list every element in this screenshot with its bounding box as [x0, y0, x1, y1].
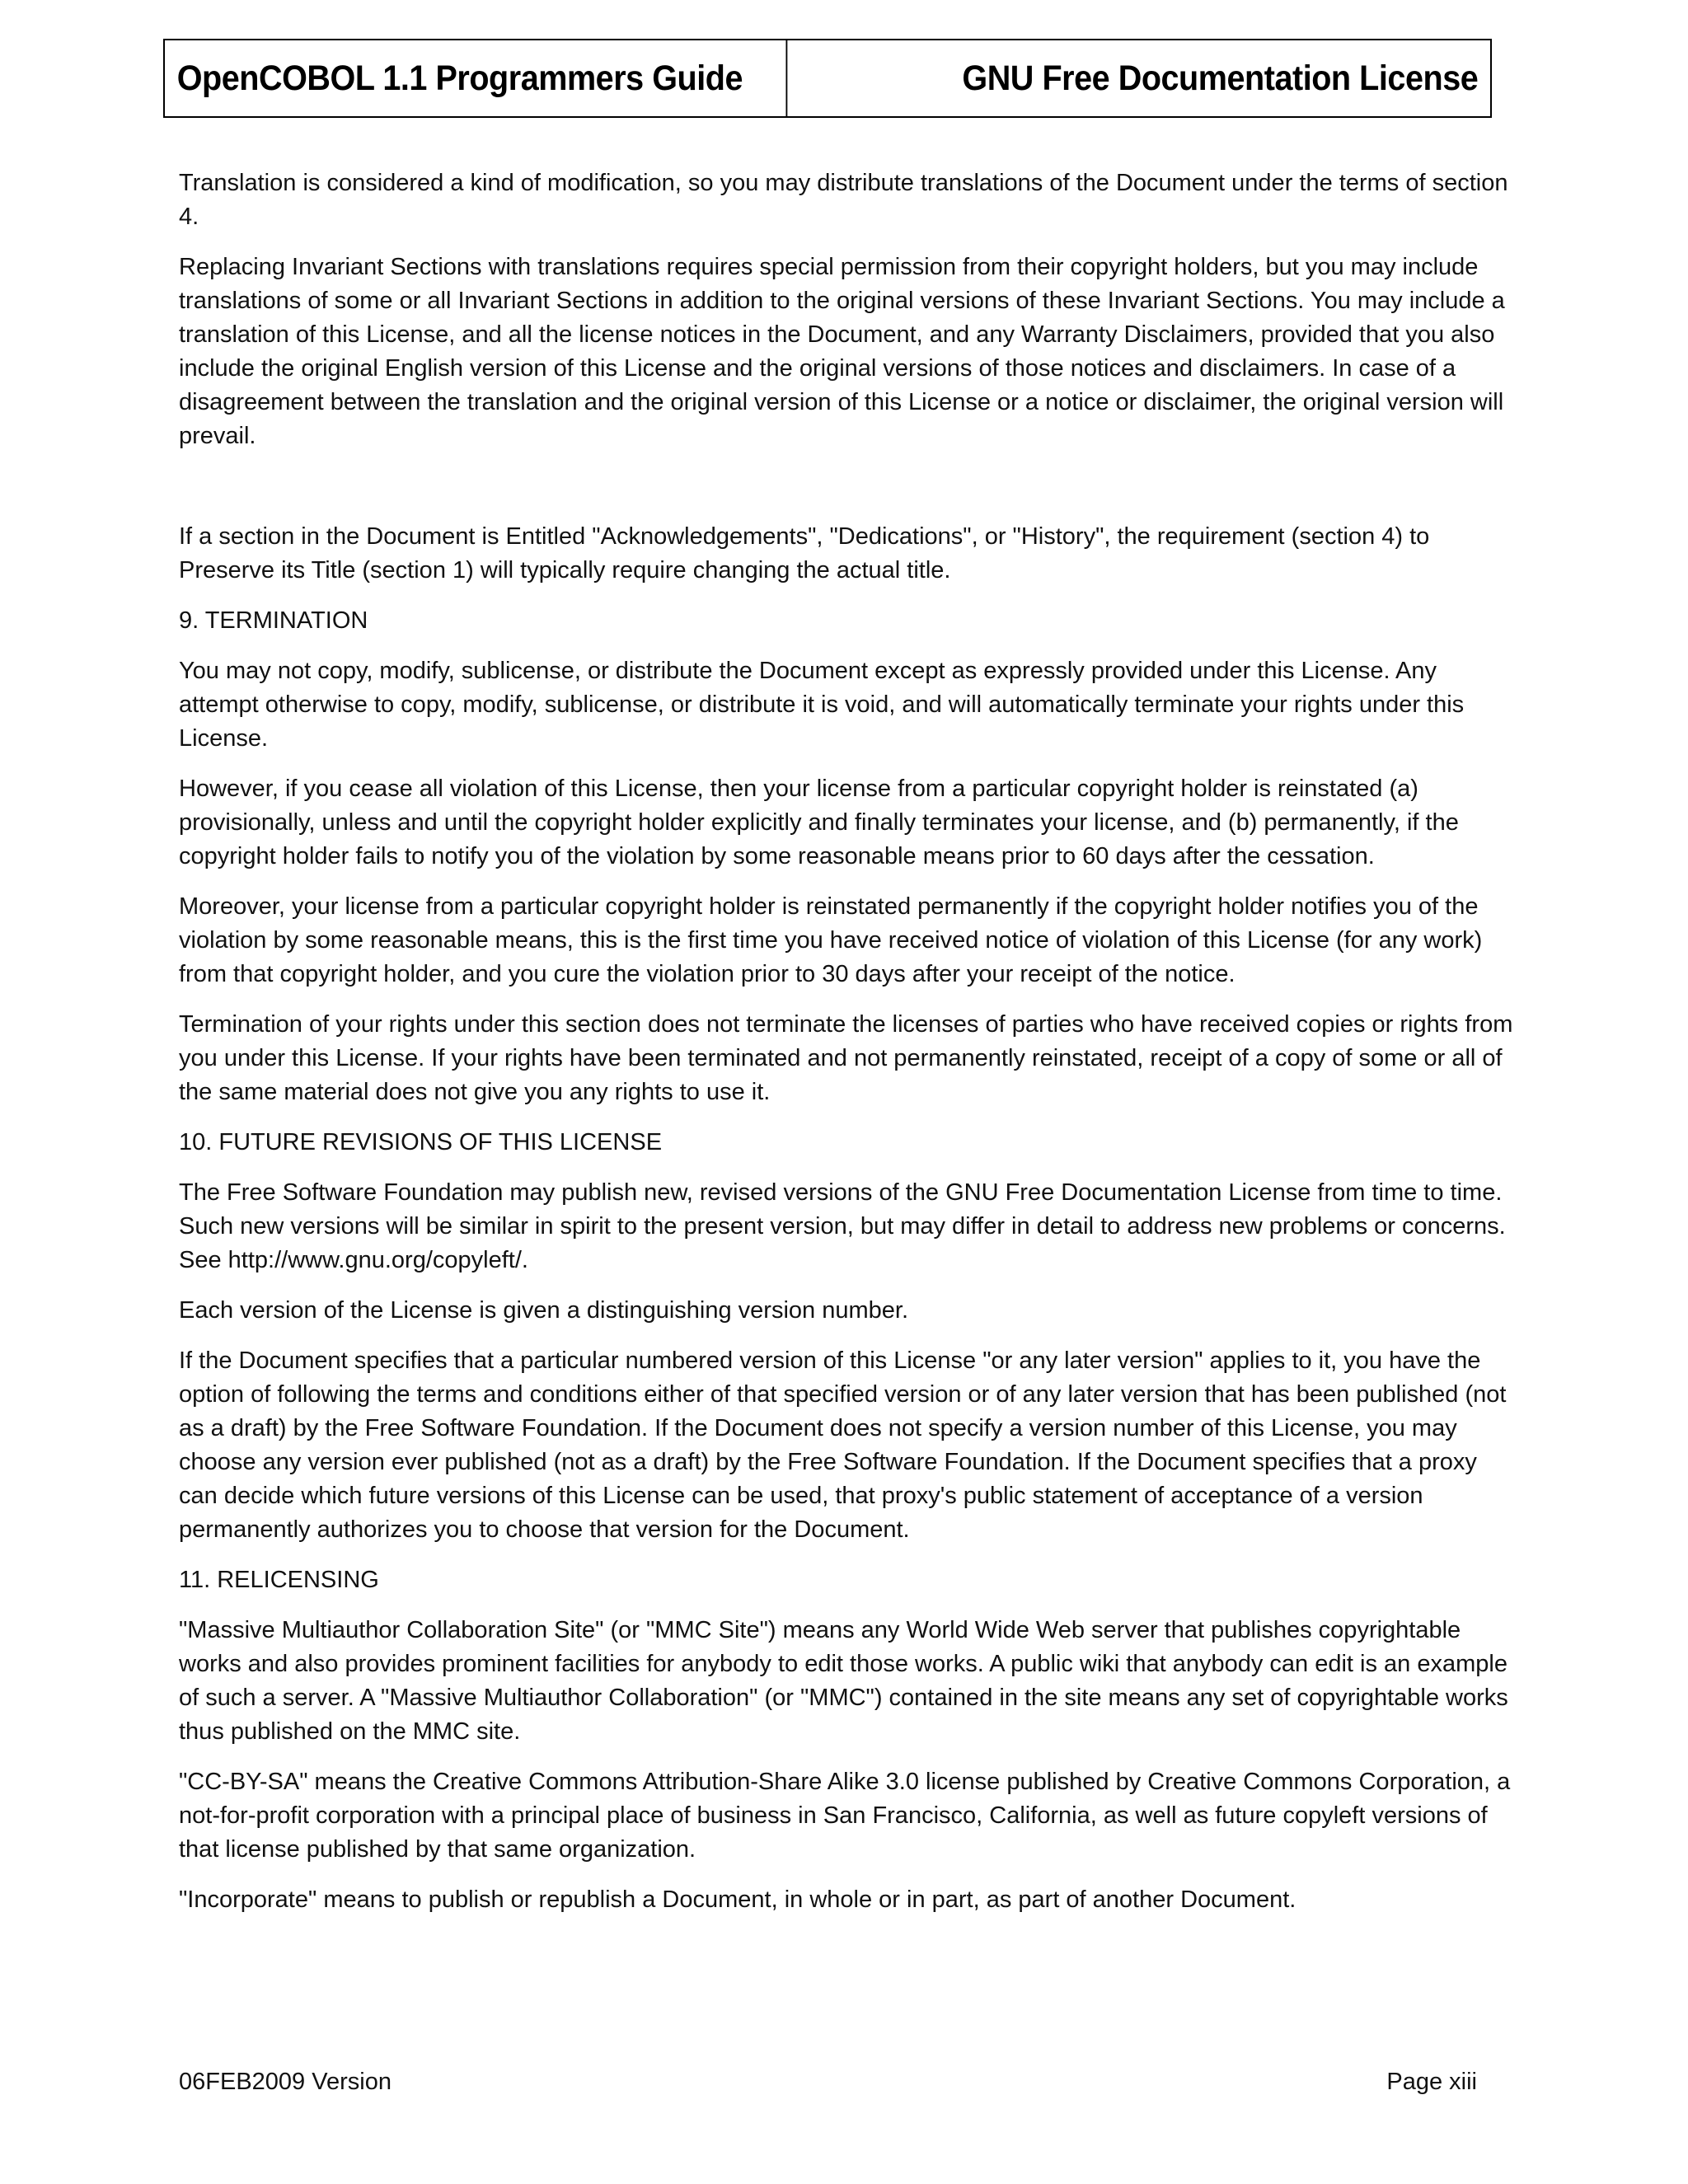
paragraph-future-revisions-3: If the Document specifies that a particular numbered version of this License "or any later version" applies to it, you have the option of following the terms and conditions either of that specified version or of any later version that has been published (not as a draft) by the Free Software Foundation. If the Document does not specify a version number of this License, you may choose any version ever published (not as a draft) by the Free Software Foundation. If the Document specifies that a proxy can decide which future versions of this License can be used, that proxy's public statement of acceptance of a version permanently authorizes you to choose that version for the Document. [179, 1347, 1507, 1543]
paragraph-entitled-sections: If a section in the Document is Entitled "Acknowledgements", "Dedications", or "History", the requirement (section 4) to Preserve its Title (section 1) will typically require changing the actual title. [179, 523, 1430, 583]
header-section-title: GNU Free Documentation License [962, 58, 1479, 98]
paragraph-invariant-sections: Replacing Invariant Sections with translations requires special permission from their copyright holders, but you may include translations of some or all Invariant Sections in addition to the original versions of these Invariant Sections. You may include a translation of this License, and all the license notices in the Document, and any Warranty Disclaimers, provided that you also include the original English version of this License and the original versions of those notices and disclaimers. In case of a disagreement between the translation and the original version of this License or a notice or disclaimer, the original version will prevail. [179, 254, 1505, 449]
paragraph-termination-4: Termination of your rights under this section does not terminate the licenses of parties who have received copies or rights from you under this License. If your rights have been terminated and not permanently reinstated, receipt of a copy of some or all of the same material does not give you any rights to use it. [179, 1011, 1513, 1105]
footer-page-number: Page xiii [1386, 2069, 1477, 2095]
paragraph-relicensing-1: "Massive Multiauthor Collaboration Site" (or "MMC Site") means any World Wide Web server that publishes copyrightable works and also provides prominent facilities for anybody to edit those works. A public wiki that anybody can edit is an example of such a server. A "Massive Multiauthor Collaboration" (or "MMC") contained in the site means any set of copyrightable works thus published on the MMC site. [179, 1617, 1508, 1745]
section-heading-future-revisions: 10. FUTURE REVISIONS OF THIS LICENSE [179, 1129, 663, 1155]
page-header [163, 39, 1492, 118]
section-heading-termination: 9. TERMINATION [179, 607, 368, 634]
document-body [179, 166, 1518, 1933]
paragraph-relicensing-3: "Incorporate" means to publish or republish a Document, in whole or in part, as part of another Document. [179, 1886, 1296, 1913]
paragraph-termination-3: Moreover, your license from a particular copyright holder is reinstated permanently if the copyright holder notifies you of the violation by some reasonable means, this is the first time you have received notice of violation of this License (for any work) from that copyright holder, and you cure the violation prior to 30 days after your receipt of the notice. [179, 893, 1483, 987]
paragraph-future-revisions-2: Each version of the License is given a distinguishing version number. [179, 1297, 909, 1324]
section-heading-relicensing: 11. RELICENSING [179, 1567, 379, 1593]
footer-version: 06FEB2009 Version [179, 2069, 392, 2095]
paragraph-termination-2: However, if you cease all violation of this License, then your license from a particular copyright holder is reinstated (a) provisionally, unless and until the copyright holder explicitly and finally terminates your license, and (b) permanently, if the copyright holder fails to notify you of the violation by some reasonable means prior to 60 days after the cessation. [179, 776, 1459, 869]
paragraph-relicensing-2: "CC-BY-SA" means the Creative Commons Attribution-Share Alike 3.0 license published by Creative Commons Corporation, a not-for-profit corporation with a principal place of business in San Francisco, California, as well as future copyleft versions of that license published by that same organization. [179, 1769, 1511, 1863]
paragraph-translation: Translation is considered a kind of modification, so you may distribute translations of the Document under the terms of section 4. [179, 170, 1508, 230]
paragraph-termination-1: You may not copy, modify, sublicense, or distribute the Document except as expressly provided under this License. Any attempt otherwise to copy, modify, sublicense, or distribute it is void, and will automatically terminate your rights under this License. [179, 658, 1465, 752]
paragraph-future-revisions-1: The Free Software Foundation may publish new, revised versions of the GNU Free Documentation License from time to time. Such new versions will be similar in spirit to the present version, but may differ in detail to address new problems or concerns. See http://www.gnu.org/copyleft/. [179, 1179, 1506, 1273]
header-guide-title: OpenCOBOL 1.1 Programmers Guide [165, 40, 787, 116]
